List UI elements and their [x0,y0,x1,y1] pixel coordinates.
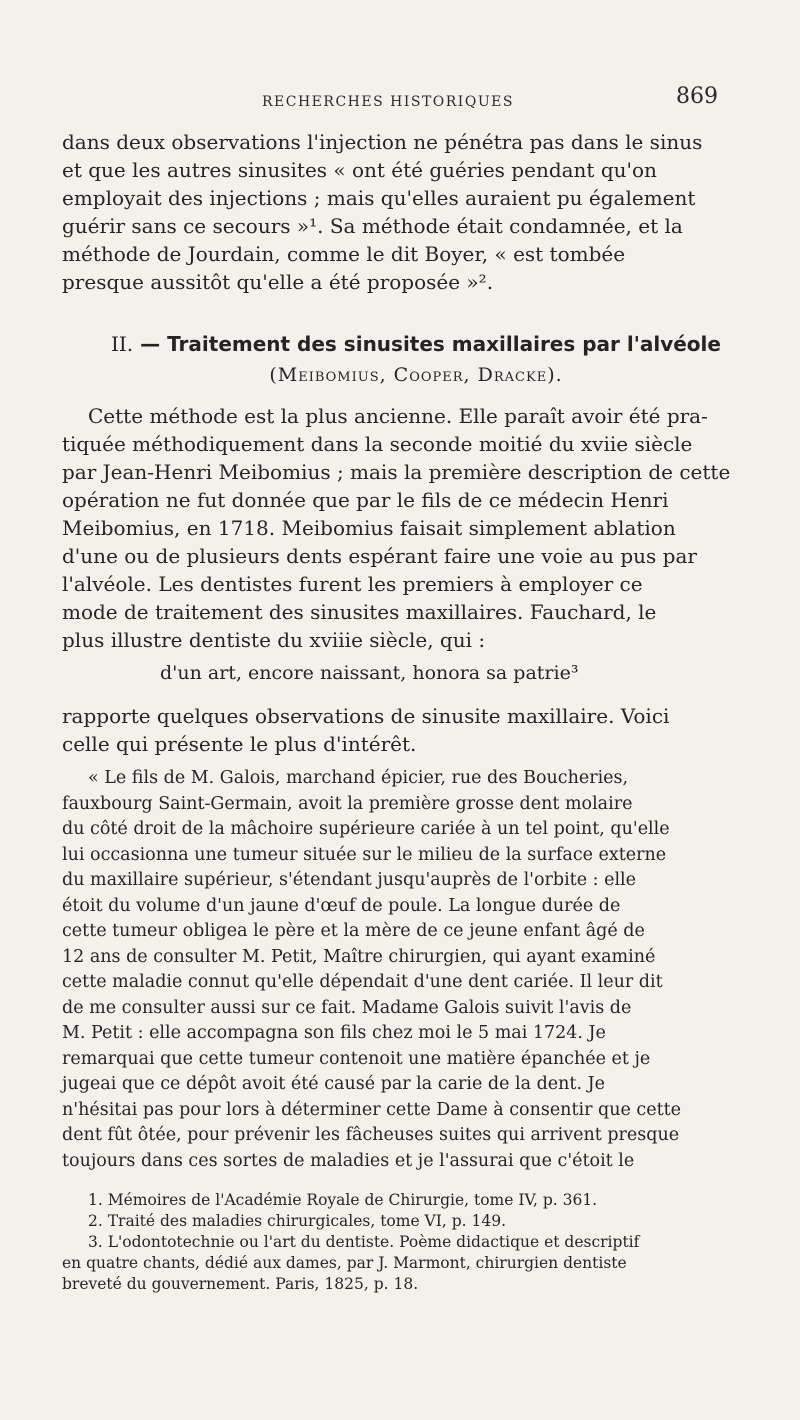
text-line: par Jean-Henri Meibomius ; mais la première description de cette [62,460,731,484]
text-line: mode de traitement des sinusites maxillaires. Fauchard, le [62,600,657,624]
section-number: II. [111,332,134,356]
footnote-continuation: breveté du gouvernement. Paris, 1825, p. 18. [62,1275,419,1293]
quote-line: « Le fils de M. Galois, marchand épicier, rue des Boucheries, [88,768,629,788]
running-title: RECHERCHES HISTORIQUES [262,94,514,110]
text-line: et que les autres sinusites « ont été guéries pendant qu'on [62,158,657,182]
text-line: opération ne fut donnée que par le fils de ce médecin Henri [62,488,669,512]
footnote: 1. Mémoires de l'Académie Royale de Chirurgie, tome IV, p. 361. [88,1191,598,1209]
quote-line: 12 ans de consulter M. Petit, Maître chirurgien, qui ayant examiné [62,946,656,967]
section-title: — Traitement des sinusites maxillaires par l'alvéole [140,332,721,356]
footnote: 2. Traité des maladies chirurgicales, tome VI, p. 149. [88,1212,507,1230]
section-authors: (Meibomius, Cooper, Dracke). [269,364,563,386]
quote-line: du maxillaire supérieur, s'étendant jusqu'auprès de l'orbite : elle [62,870,636,890]
section-heading [62,332,770,356]
footnote-continuation: en quatre chants, dédié aux dames, par J. Marmont, chirurgien dentiste [62,1254,627,1272]
quote-line: M. Petit : elle accompagna son fils chez moi le 5 mai 1724. Je [62,1023,606,1043]
footnote: 3. L'odontotechnie ou l'art du dentiste. Poème didactique et descriptif [88,1233,640,1251]
quote-line: toujours dans ces sortes de maladies et je l'assurai que c'étoit le [62,1150,635,1171]
text-line: dans deux observations l'injection ne pénétra pas dans le sinus [62,130,703,154]
case-quotation [62,766,770,1174]
text-line: rapporte quelques observations de sinusite maxillaire. Voici [62,704,670,728]
intro-paragraph [62,128,770,296]
body-paragraph-2 [62,702,770,758]
text-line: Meibomius, en 1718. Meibomius faisait simplement ablation [62,516,676,540]
quote-line: du côté droit de la mâchoire supérieure cariée à un tel point, qu'elle [62,819,670,839]
text-line: celle qui présente le plus d'intérêt. [62,732,417,756]
quote-line: dent fût ôtée, pour prévenir les fâcheuses suites qui arrivent presque [62,1125,680,1145]
text-line: méthode de Jourdain, comme le dit Boyer, « est tombée [62,242,626,266]
quote-line: n'hésitai pas pour lors à déterminer cette Dame à consentir que cette [62,1099,681,1120]
text-line: l'alvéole. Les dentistes furent les premiers à employer ce [62,572,643,596]
footnotes [62,1190,770,1295]
text-line: plus illustre dentiste du xviiie siècle, qui : [62,628,486,652]
quote-line: lui occasionna une tumeur située sur le milieu de la surface externe [62,844,667,865]
text-line: d'une ou de plusieurs dents espérant faire une voie au pus par [62,544,697,568]
quote-line: étoit du volume d'un jaune d'œuf de poule. La longue durée de [62,895,621,916]
quote-line: de me consulter aussi sur ce fait. Madame Galois suivit l'avis de [62,997,632,1018]
quote-line: jugeai que ce dépôt avoit été causé par la carie de la dent. Je [62,1074,605,1094]
text-line: employait des injections ; mais qu'elles auraient pu également [62,186,696,210]
quote-line: fauxbourg Saint-Germain, avoit la première grosse dent molaire [62,793,633,814]
text-line: tiquée méthodiquement dans la seconde moitié du xviie siècle [62,432,693,456]
quote-line: remarquai que cette tumeur contenoit une matière épanchée et je [62,1048,651,1069]
text-line: presque aussitôt qu'elle a été proposée »². [62,270,494,294]
text-line: guérir sans ce secours »¹. Sa méthode était condamnée, et la [62,214,683,238]
verse-quote: d'un art, encore naissant, honora sa patrie³ [160,662,579,684]
page-number: 869 [676,84,718,109]
body-paragraph-1 [62,402,770,654]
text-line: Cette méthode est la plus ancienne. Elle paraît avoir été pra- [88,404,708,428]
quote-line: cette tumeur obligea le père et la mère de ce jeune enfant âgé de [62,921,645,941]
quote-line: cette maladie connut qu'elle dépendait d'une dent cariée. Il leur dit [62,972,663,992]
